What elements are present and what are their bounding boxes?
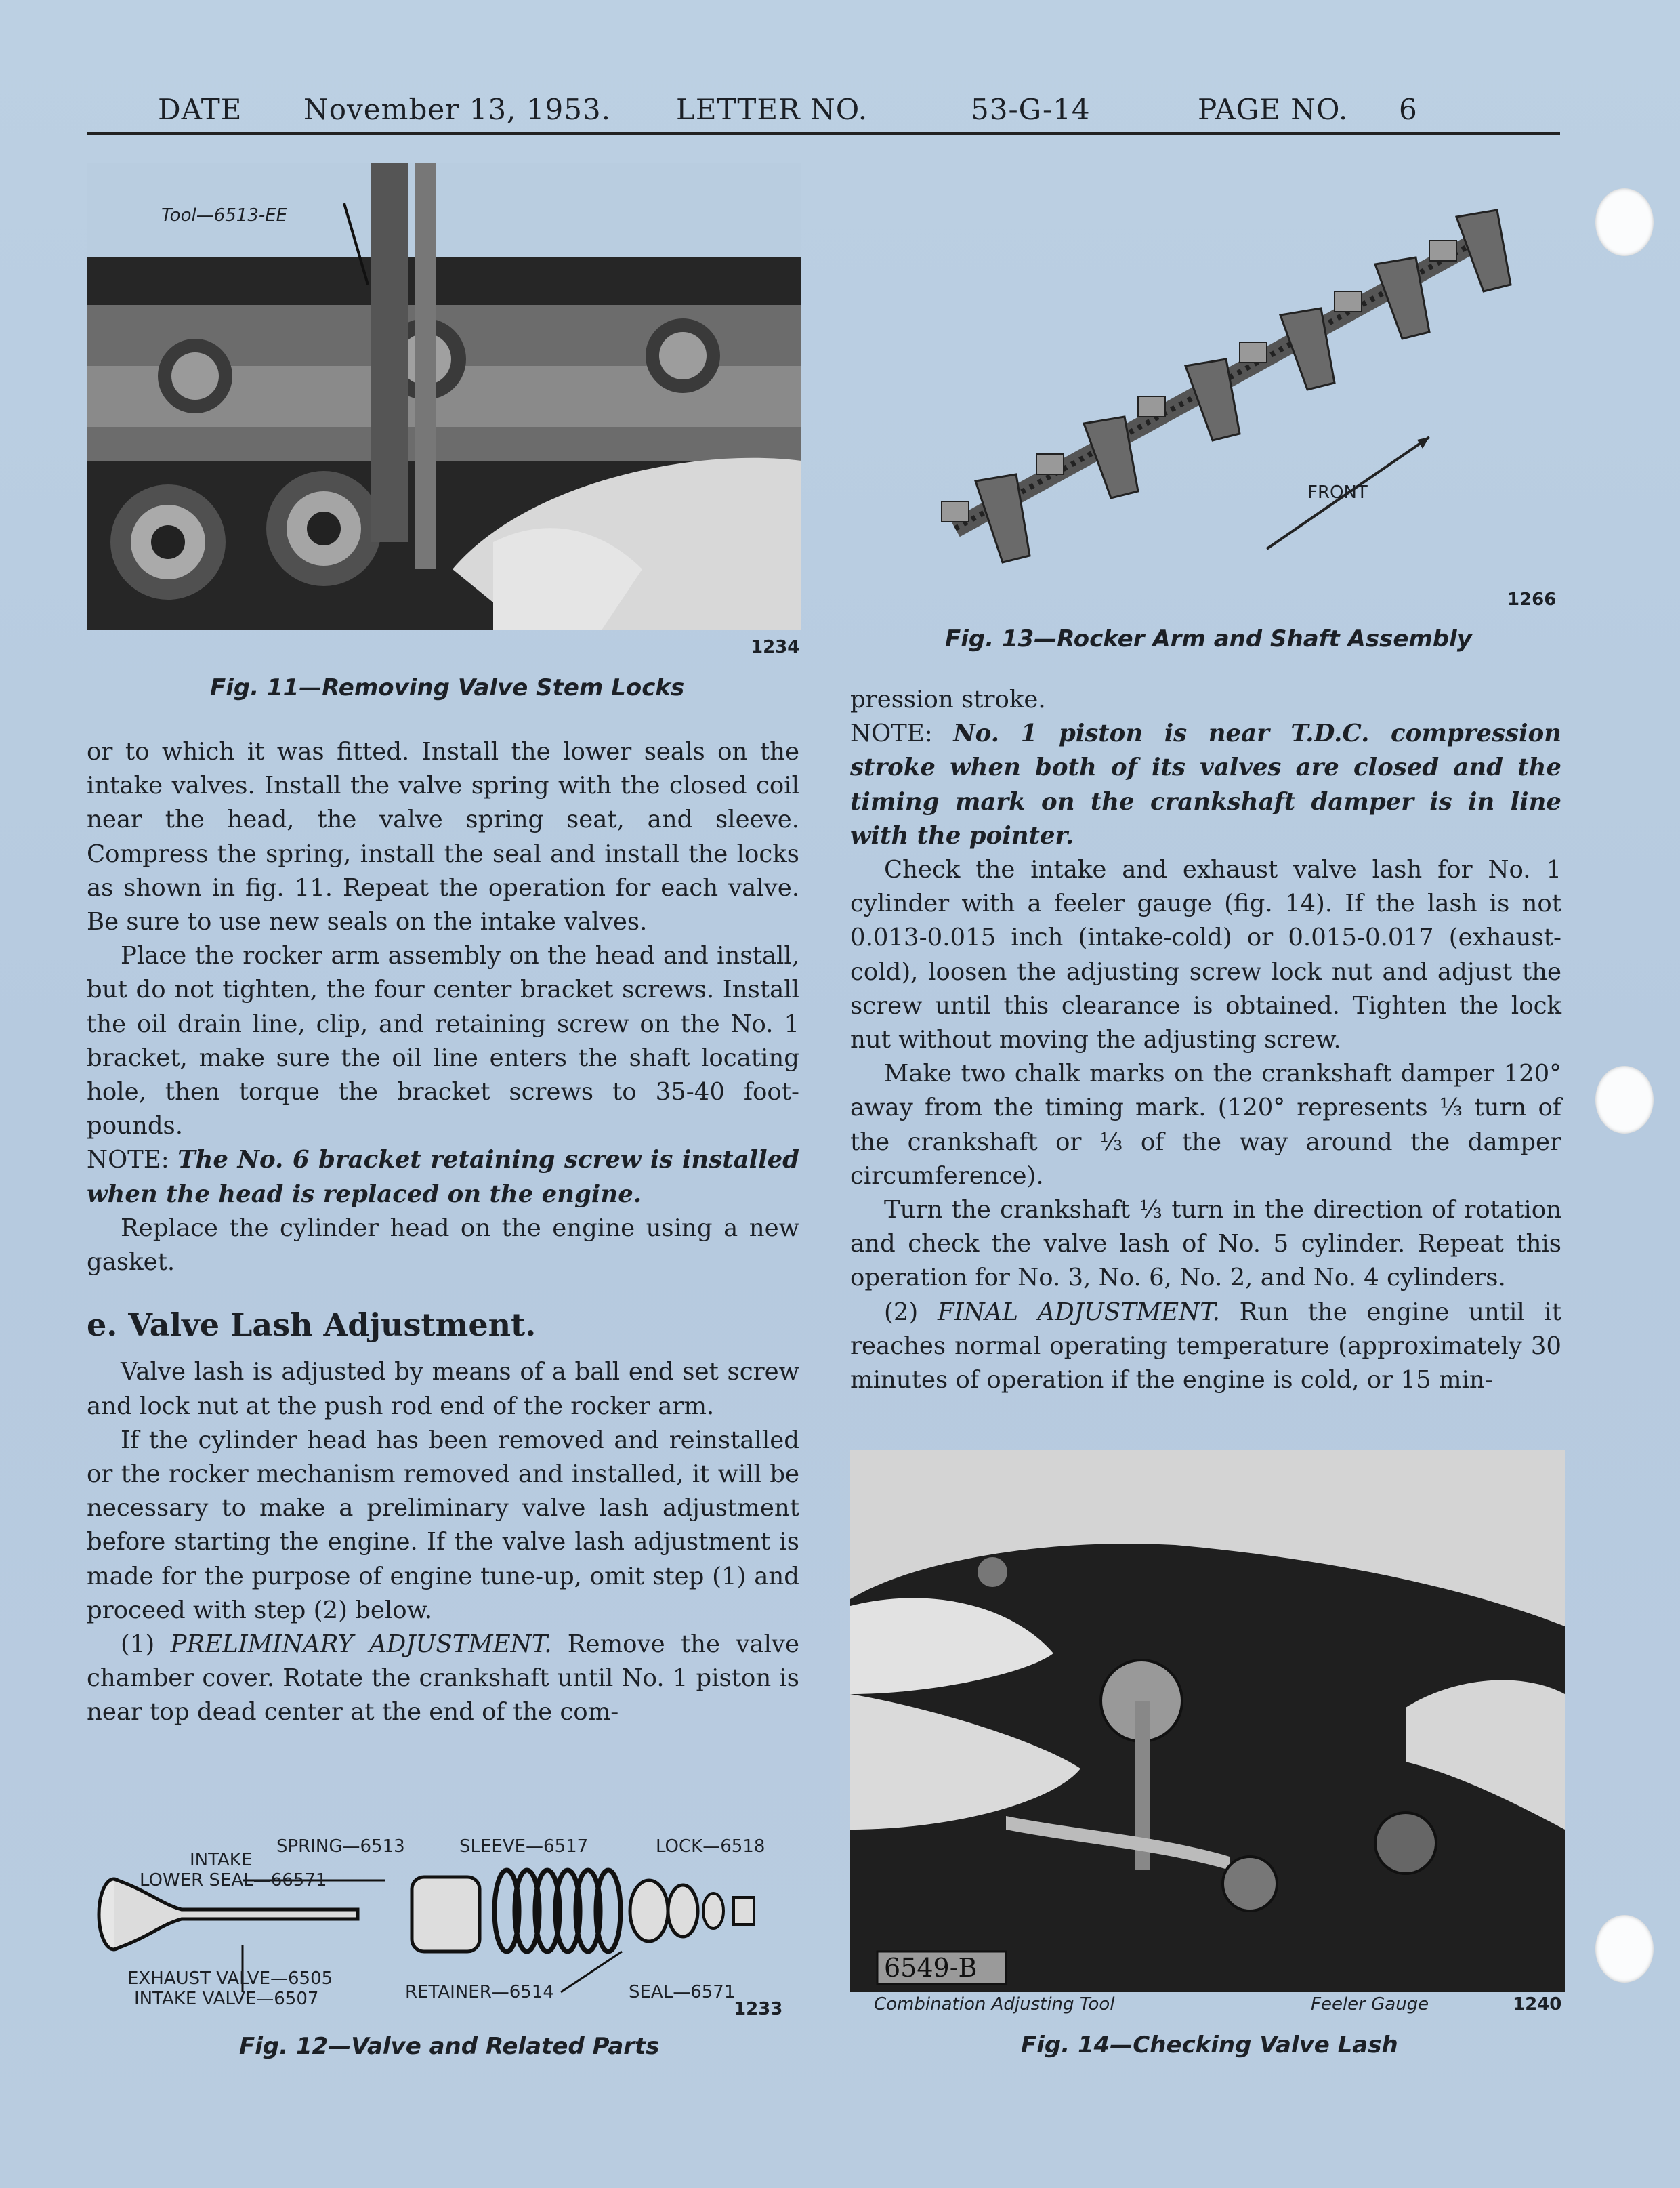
label-retainer: RETAINER—6514 — [405, 1982, 554, 2002]
step-text: Run the engine until it reaches normal operating temperature (approximately 30 minutes of operation if the engine is cold, or 15 min- — [850, 1298, 1561, 1395]
paragraph: Place the rocker arm assembly on the head and install, but do not tighten, the four center bracket screws. Install the oil drain line, clip, and retaining screw on the No. 1 bracket, make sure the oil line enters the shaft locating hole, then torque the bracket screws to 35-40 foot-pounds. — [87, 942, 799, 1140]
letter-label: LETTER NO. — [676, 93, 868, 126]
front-label: FRONT — [1307, 482, 1368, 503]
letter-header — [87, 91, 1560, 135]
note-text: No. 1 piston is near T.D.C. compression stroke when both of its valves are closed and the timing mark on the crankshaft damper is in line with the pointer. — [850, 720, 1561, 850]
label-seal: SEAL—6571 — [629, 1982, 736, 2002]
note-label: NOTE: — [87, 1146, 169, 1174]
step-title: PRELIMINARY ADJUSTMENT. — [170, 1630, 552, 1659]
figure-number: 1266 — [1507, 590, 1557, 610]
label-spring: SPRING—6513 — [276, 1836, 405, 1857]
paragraph — [850, 1296, 1561, 1398]
section-heading: e. Valve Lash Adjustment. — [87, 1306, 537, 1344]
right-column — [850, 683, 1561, 1397]
figure-12 — [87, 1823, 801, 2073]
paragraph: If the cylinder head has been removed and reinstalled or the rocker mechanism removed and installed, it will be necessary to make a preliminary valve lash adjustment before starting the engine. If the valve lash adjustment is made for the purpose of engine tune-up, omit step (1) and proceed with step (2) below. — [87, 1426, 799, 1624]
left-column — [87, 735, 799, 1730]
paragraph — [87, 1628, 799, 1730]
label-feeler-gauge: Feeler Gauge — [1311, 1994, 1429, 2015]
step-text: Remove the valve chamber cover. Rotate the crankshaft until No. 1 piston is near top dead center at the end of the com- — [87, 1630, 799, 1727]
date-value: November 13, 1953. — [303, 93, 611, 126]
figure-caption: Fig. 14—Checking Valve Lash — [1021, 2031, 1398, 2059]
label-intake-valve: INTAKE VALVE—6507 — [134, 1989, 319, 2009]
step-number: (2) — [884, 1298, 919, 1326]
tool-stamp: 6549-B — [884, 1953, 978, 1983]
rocker-arm-shaft-diagram — [901, 163, 1565, 596]
letter-value: 53-G-14 — [971, 93, 1091, 126]
label-combination-tool: Combination Adjusting Tool — [874, 1994, 1115, 2015]
paragraph: Turn the crankshaft ⅓ turn in the direction of rotation and check the valve lash of No. 5 cylinder. Repeat this operation for No. 3, No. 6, No. 2, and No. 4 cylinders. — [850, 1196, 1561, 1292]
label-lock: LOCK—6518 — [656, 1836, 765, 1857]
figure-11 — [87, 163, 801, 705]
step-title: FINAL ADJUSTMENT. — [937, 1298, 1220, 1326]
note — [850, 717, 1561, 853]
figure-13 — [901, 163, 1565, 664]
figure-caption: Fig. 12—Valve and Related Parts — [239, 2033, 660, 2060]
tool-label: Tool—6513-EE — [161, 205, 288, 226]
paragraph: Make two chalk marks on the crankshaft damper 120° away from the timing mark. (120° represents ⅓ turn of the crankshaft or ⅓ of the way around the damper circumference). — [850, 1060, 1561, 1190]
label-lower-seal: LOWER SEAL—66571 — [140, 1870, 327, 1891]
date-label: DATE — [158, 93, 243, 126]
punch-hole — [1595, 1915, 1654, 1983]
figure-caption: Fig. 11—Removing Valve Stem Locks — [210, 674, 685, 701]
label-intake: INTAKE — [190, 1850, 253, 1870]
paragraph: Check the intake and exhaust valve lash for No. 1 cylinder with a feeler gauge (fig. 14). If the lash is not 0.013-0.015 inch (intake-cold) or 0.015-0.017 (exhaust-cold), loosen the adjusting screw lock nut and adjust the screw until this clearance is obtained. Tighten the lock nut without moving the adjusting screw. — [850, 856, 1561, 1054]
figure-number: 1234 — [751, 637, 800, 657]
figure-number: 1240 — [1513, 1994, 1562, 2015]
figure-caption: Fig. 13—Rocker Arm and Shaft Assembly — [945, 625, 1472, 653]
note — [87, 1143, 799, 1211]
checking-valve-lash-photo — [850, 1450, 1565, 1992]
page-label: PAGE NO. — [1198, 93, 1349, 126]
valve-stem-locks-photo — [87, 163, 801, 630]
step-number: (1) — [121, 1630, 155, 1659]
paragraph: Replace the cylinder head on the engine using a new gasket. — [87, 1214, 799, 1277]
figure-number: 1233 — [734, 1999, 783, 2019]
paragraph: or to which it was fitted. Install the lower seals on the intake valves. Install the valve spring with the closed coil near the head, the valve spring seat, and sleeve. Compress the spring, install the seal and install the locks as shown in fig. 11. Repeat the operation for each valve. Be sure to use new seals on the intake valves. — [87, 738, 799, 936]
note-text: The No. 6 bracket retaining screw is installed when the head is replaced on the engine. — [87, 1146, 799, 1208]
label-sleeve: SLEEVE—6517 — [459, 1836, 589, 1857]
page-value: 6 — [1399, 93, 1418, 126]
label-exhaust-valve: EXHAUST VALVE—6505 — [127, 1968, 333, 1989]
paragraph: pression stroke. — [850, 686, 1046, 714]
punch-hole — [1595, 1066, 1654, 1134]
punch-hole — [1595, 188, 1654, 256]
paragraph: Valve lash is adjusted by means of a ball end set screw and lock nut at the push rod end of the rocker arm. — [87, 1358, 799, 1420]
figure-14 — [850, 1450, 1565, 2073]
note-label: NOTE: — [850, 720, 933, 748]
